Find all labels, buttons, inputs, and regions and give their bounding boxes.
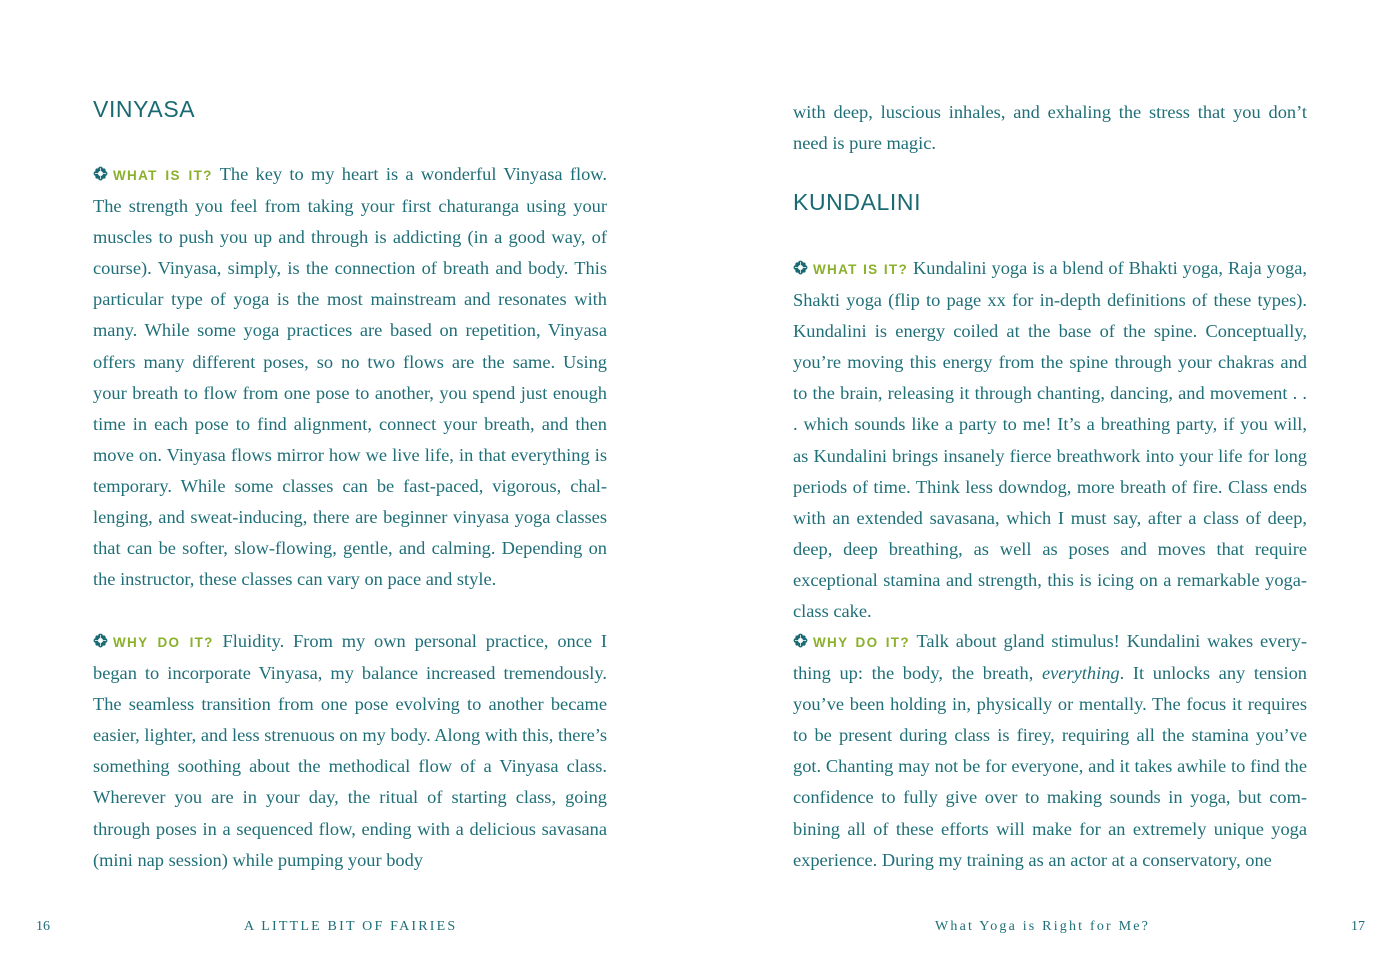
section-heading-kundalini: KUNDALINI — [793, 189, 922, 215]
running-head-right: What Yoga is Right for Me? — [935, 919, 1151, 934]
emphasis-everything: everything — [1041, 663, 1120, 684]
what-is-it-label: WHAT IS IT? — [813, 262, 909, 277]
what-is-it-label: WHAT IS IT? — [113, 168, 213, 183]
why-do-it-label: WHY DO IT? — [813, 635, 910, 650]
why-do-it-text-before: Talk about gland stimulus! Kundalini wakes everything up: the body, the breath, — [793, 631, 1307, 684]
running-head-left: A LITTLE BIT OF FAIRIES — [244, 919, 458, 934]
what-is-it-paragraph — [93, 159, 607, 595]
section-heading-vinyasa: VINYASA — [93, 96, 196, 122]
continued-paragraph: with deep, luscious inhales, and exhaling the stress that you don’t need is pure magic. — [793, 102, 1307, 154]
why-do-it-text-after: . It unlocks any tension you’ve been holding in, physically or mentally. The focus it requires to be present during class is firey, requiring all the stamina you’ve got. Chanting may not be for everyone, and it takes awhile to find the confidence to fully give over to making sounds in yoga, but combining all of these efforts will make for an extremely unique yoga experience. During my training as an actor at a conservatory, one — [793, 663, 1307, 870]
flower-ornament-icon — [93, 166, 108, 181]
why-do-it-label: WHY DO IT? — [113, 635, 214, 650]
why-do-it-text: Fluidity. From my own personal practice, once I began to incorporate Vinyasa, my balance increased tremendously. The seamless transition from one pose evolving to another became easier, lighter, and less strenuous on my body. Along with this, there’s something soothing about the methodical flow of a Vinyasa class. Wherever you are in your day, the ritual of starting class, going through poses in a sequenced flow, ending with a delicious savasana (mini nap session) while pumping your body — [93, 631, 607, 870]
right-page — [700, 0, 1400, 980]
what-is-it-text: The key to my heart is a wonderful Vinyasa flow. The strength you feel from taking your first chaturanga using your muscles to push you up and through is addicting (in a good way, of course). Vinyasa, simply, is the connection of breath and body. This particular type of yoga is the most mainstream and resonates with many. While some yoga practices are based on repetition, Vinyasa offers many different poses, so no two flows are the same. Using your breath to flow from one pose to another, you spend just enough time in each pose to find alignment, connect your breath, and then move on. Vinyasa flows mirror how we live life, in that everything is temporary. While some classes can be fast-paced, vigorous, challenging, and sweat-inducing, there are beginner vinyasa yoga classes that can be softer, slow-flowing, gentle, and calming. Depending on the instructor, these classes can vary on pace and style. — [93, 164, 607, 590]
what-is-it-paragraph — [793, 253, 1307, 627]
what-is-it-text: Kundalini yoga is a blend of Bhakti yoga, Raja yoga, Shakti yoga (flip to page xx for in-depth definitions of these types). Kundalini is energy coiled at the base of the spine. Conceptually, you’re moving this energy from the spine through your chakras and to the brain, releasing it through chanting, dancing, and movement . . . which sounds like a party to me! It’s a breathing party, if you will, as Kundalini brings insanely fierce breathwork into your life for long periods of time. Think less downdog, more breath of fire. Class ends with an extended savasana, which I must say, after a class of deep, deep, deep breathing, as well as poses and moves that require exceptional stamina and strength, this is icing on a remarkable yoga-class cake. — [793, 258, 1307, 622]
flower-ornament-icon — [793, 260, 808, 275]
why-do-it-paragraph — [93, 626, 607, 876]
flower-ornament-icon — [93, 633, 108, 648]
why-do-it-paragraph — [793, 626, 1307, 876]
page-number-left: 16 — [36, 919, 50, 934]
flower-ornament-icon — [793, 633, 808, 648]
page-number-right: 17 — [1351, 919, 1365, 934]
